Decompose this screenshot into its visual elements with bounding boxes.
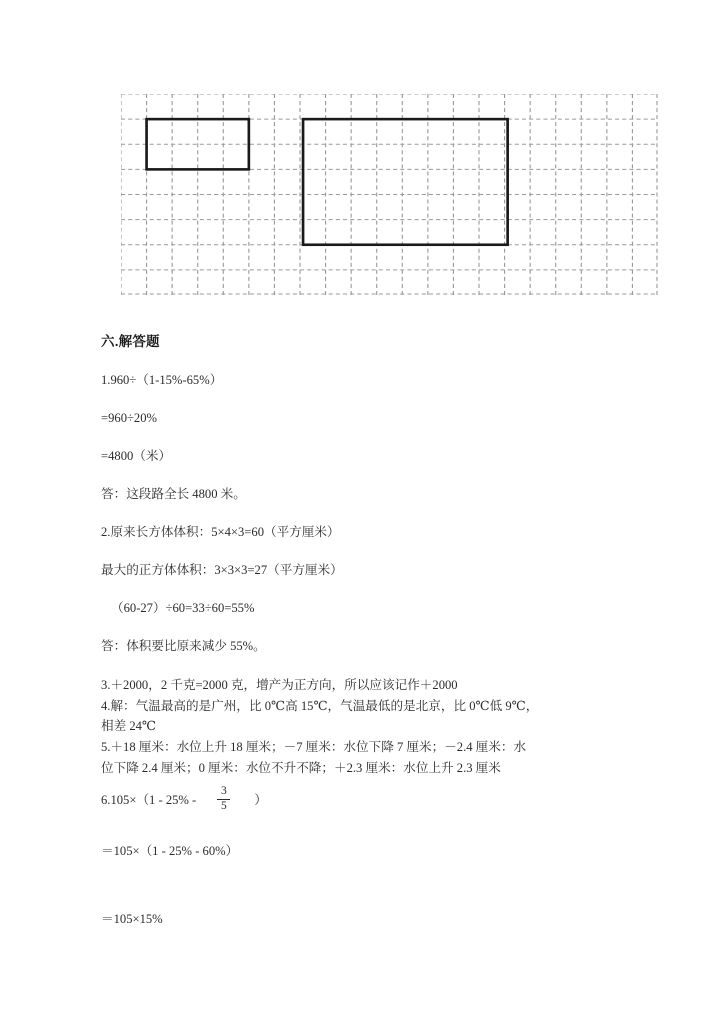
q6-line3: ＝105×15% bbox=[101, 912, 163, 927]
q1-line2: =960÷20% bbox=[101, 411, 157, 425]
q6-line2: ＝105×（1 - 25% - 60%） bbox=[101, 844, 239, 859]
grid-lines bbox=[121, 94, 658, 295]
q4-line2: 相差 24℃ bbox=[101, 719, 157, 734]
q2-line3: （60-27）÷60=33÷60=55% bbox=[111, 601, 255, 615]
q2-line1: 2.原来长方体体积：5×4×3=60（平方厘米） bbox=[101, 525, 340, 539]
q2-answer: 答：体积要比原来减少 55%。 bbox=[101, 639, 266, 653]
q3-line1: 3.＋2000，2 千克=2000 克，增产为正方向，所以应该记作＋2000 bbox=[101, 678, 458, 692]
q5-line2: 位下降 2.4 厘米；0 厘米：水位不升不降；＋2.3 厘米：水位上升 2.3 厘米 bbox=[101, 760, 501, 775]
grid-svg bbox=[121, 94, 658, 295]
q1-line1: 1.960÷（1-15%-65%） bbox=[101, 373, 223, 387]
q1-answer: 答：这段路全长 4800 米。 bbox=[101, 487, 246, 501]
fraction-numerator: 3 bbox=[221, 785, 227, 798]
spacer bbox=[101, 881, 641, 911]
q2-line2: 最大的正方体体积：3×3×3=27（平方厘米） bbox=[101, 563, 343, 577]
q6-prefix: 6.105×（1 - 25% - bbox=[101, 792, 200, 807]
fraction-three-fifths bbox=[217, 786, 230, 812]
answers-body bbox=[101, 330, 641, 949]
large-rectangle bbox=[303, 119, 508, 245]
q4-line1: 4.解：气温最高的是广州，比 0℃高 15℃，气温最低的是北京，比 0℃低 9℃， bbox=[101, 698, 539, 713]
items-3-4-5 bbox=[101, 676, 641, 777]
fraction-denominator: 5 bbox=[221, 799, 227, 812]
q6-suffix: ） bbox=[254, 792, 267, 807]
section-heading: 六.解答题 bbox=[101, 334, 160, 349]
q1-line3: =4800（米） bbox=[101, 449, 172, 463]
grid-figure bbox=[121, 94, 658, 295]
q5-line1: 5.＋18 厘米：水位上升 18 厘米；－7 厘米：水位下降 7 厘米；－2.4 厘米：水 bbox=[101, 739, 527, 754]
q6-line1 bbox=[101, 787, 641, 813]
